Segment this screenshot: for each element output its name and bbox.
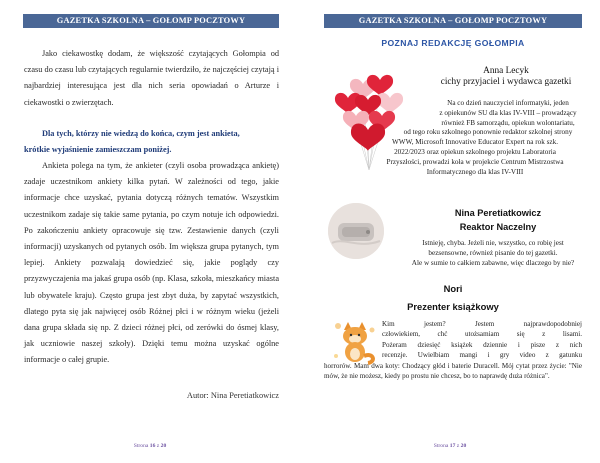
anna-name: Anna Lecyk — [483, 66, 529, 76]
footer-mid: z — [155, 443, 161, 449]
anna-bio-line: WWW, Microsoft Innovative Educator Expert na rok szk. — [392, 138, 558, 147]
paragraph-text: Jako ciekawostkę dodam, że większość czytających Gołompia od czasu do czasu lub czytających regularnie twierdziło, że najczęściej czytają i najbardziej interesująca jest dla nich seria opowiadań o Arturze i ciekawostki o zwierzętach. — [24, 49, 279, 107]
footer-total: 20 — [460, 443, 467, 449]
anna-bio-line: Przyszłości, prowadzi koła w projekcie Centrum Mistrzostwa — [386, 157, 564, 166]
anna-bio — [324, 99, 582, 177]
header-banner-left: GAZETKA SZKOLNA – GOŁOMP POCZTOWY — [23, 14, 279, 28]
nori-bio-line: recenzje. Uwielbiam mangi i gry video z gatunku — [382, 351, 582, 360]
anna-bio-line: od tego roku szkolnego ponownie redaktor szkolnej strony — [403, 128, 573, 137]
nina-bio — [400, 238, 586, 268]
anna-bio-line: Informatycznego dla klas IV-VIII — [426, 167, 524, 176]
nina-name-text: Nina Peretiatkowicz — [454, 208, 542, 218]
paragraph-text: Ankieta polega na tym, że ankieter (czyli osoba prowadząca ankietę) zadaje uczestnikom ankiety kilka pytań. W zależności od tego, jakie informacje chce uzyskać, pytania dotyczą różnych tematów. Wszystkim uczestnikom zadaje się takie same pytania, po czym notuje ich odpowiedzi. Po zakończeniu ankiety opracowuje się tzw. Zestawienie danych (czyli informacji) uzyskanych od pytanych osób. Im większa grupa pytanych, tym lepiej. Ankiety pozwalają dowiedzieć się, jakie poglądy czy przyzwyczajenia ma jakaś grupa osób (np. Klasa, szkoła, mieszkańcy miasta lub obywatele kraju). Często grupa jest zbyt duża, by zapytać wszystkich, dlatego pyta się jak najwięcej osób Różnej płci i w różnym wieku (jeżeli dana grupa składa się np. Z dzieci różnej płci, od zerówki do ósmej klasy, jak uczniowie naszej szkoły). Dzięki temu można uzyskać ogólne informacje o całej grupie. — [24, 161, 279, 365]
anna-role: cichy przyjaciel i wydawca gazetki — [440, 77, 572, 87]
page-footer-right — [420, 443, 480, 449]
nina-name — [324, 208, 582, 218]
nina-role-text: Reaktor Naczelny — [459, 222, 537, 232]
article-paragraph-1 — [24, 46, 279, 111]
section-title: POZNAJ REDAKCJĘ GOŁOMPIA — [381, 38, 525, 48]
footer-prefix: Strona — [133, 443, 150, 449]
anna-bio-line: Na co dzień nauczyciel informatyki, jeden — [447, 99, 569, 107]
page-footer-left — [120, 443, 180, 449]
anna-bio-line: 2022/2023 oraz opiekun szkolnego projektu Laboratoria — [394, 147, 556, 156]
nori-bio-line: człowiekiem, chć utożsamiam się z lisami. — [382, 330, 582, 339]
footer-total: 20 — [160, 443, 167, 449]
page-17 — [300, 0, 600, 463]
nori-bio-rest: horrorów. Mam dwa koty: Chodzący głód i baterie Duracell. Mój cytat przez życie: "Nie mów, że nie możesz, kiedy po prostu nie chcesz, bo to naprawdę duża różnica". — [324, 361, 582, 381]
anna-bio-line: również FB samorządu, opiekun wolontariatu, — [441, 118, 575, 127]
nina-role — [324, 222, 582, 232]
highlight-line-1: Dla tych, którzy nie wiedzą do końca, czym jest ankieta, — [42, 129, 240, 138]
nori-bio-line: Pożeram dziesięć książek dziennie i pisze z nich — [382, 340, 582, 349]
nori-name: Nori — [443, 283, 463, 294]
footer-prefix: Strona — [433, 443, 450, 449]
highlight-block — [24, 126, 279, 158]
header-banner-right: GAZETKA SZKOLNA – GOŁOMP POCZTOWY — [324, 14, 582, 28]
footer-page-number: 16 — [149, 443, 156, 449]
nina-bio-line: Istnieję, chyba. Jeżeli nie, wszystko, co robię jest — [422, 239, 564, 247]
nori-role: Prezenter książkowy — [407, 301, 499, 312]
anna-heading — [430, 66, 582, 88]
anna-bio-line: z opiekunów SU dla klas IV-VIII – prowadzący — [439, 108, 577, 117]
nori-bio — [324, 319, 582, 381]
nina-bio-line: bezsensowne, również pisanie do tej gazetki. — [428, 249, 558, 257]
highlight-line-2: krótkie wyjaśnienie zamieszczam poniżej. — [24, 145, 172, 155]
author-line: Autor: Nina Peretiatkowicz — [186, 391, 279, 400]
nori-bio-line: Kim jestem? Jestem najprawdopodobniej — [382, 320, 582, 328]
footer-mid: z — [455, 443, 461, 449]
footer-page-number: 17 — [449, 443, 456, 449]
nina-bio-line: Ale w sumie to całkiem zabawne, więc dlaczego by nie? — [411, 259, 575, 267]
article-paragraph-2 — [24, 158, 279, 369]
